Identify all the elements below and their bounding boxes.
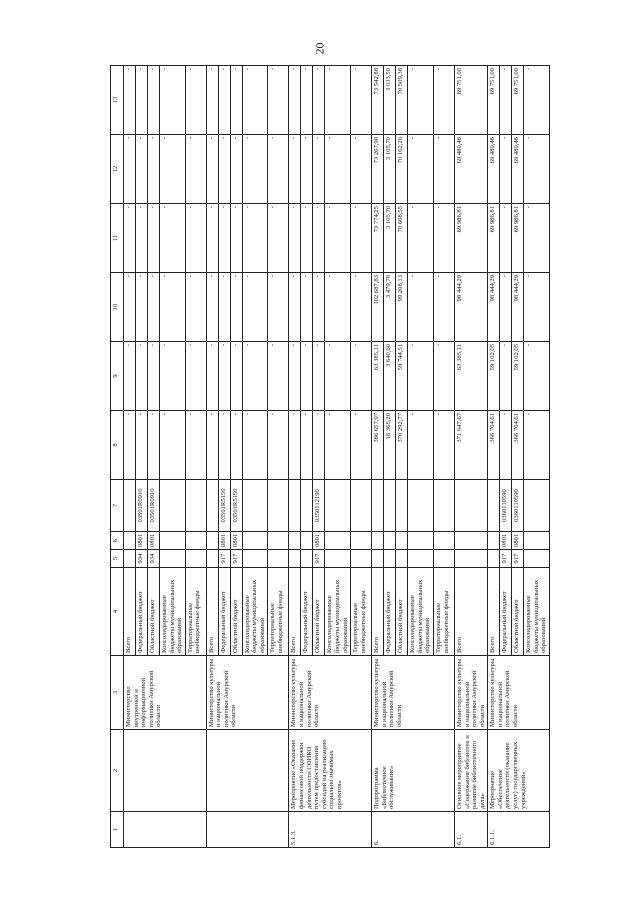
amount-v8: - xyxy=(313,411,325,480)
amount-v12: 3 105,70 xyxy=(384,135,396,204)
funding-source: Территориальные внебюджетные фонды xyxy=(268,568,289,656)
budget-code-c7 xyxy=(160,480,186,532)
amount-v12: - xyxy=(218,135,230,204)
funding-source: Всего xyxy=(124,568,136,656)
amount-v8: - xyxy=(218,411,230,480)
amount-v13: - xyxy=(148,66,160,135)
amount-v9: - xyxy=(124,342,136,411)
budget-code-c6 xyxy=(433,532,454,550)
budget-code-c7 xyxy=(268,480,289,532)
amount-v13: - xyxy=(500,66,512,135)
item-name xyxy=(206,730,289,812)
budget-code-c7: 0360110590 xyxy=(512,480,524,532)
amount-v11: - xyxy=(218,204,230,273)
amount-v9: - xyxy=(433,342,454,411)
item-code: 5.1.3. xyxy=(289,812,372,848)
budget-code-c7 xyxy=(185,480,206,532)
budget-code-c5 xyxy=(396,550,408,568)
amount-v13: - xyxy=(160,66,186,135)
amount-v9: - xyxy=(218,342,230,411)
funding-source: Территориальные внебюджетные фонды xyxy=(185,568,206,656)
item-code: 6.1.1. xyxy=(488,812,550,848)
amount-v12: - xyxy=(301,135,313,204)
amount-v12: - xyxy=(206,135,218,204)
table-row xyxy=(488,66,500,848)
amount-v13: 3 033,50 xyxy=(384,66,396,135)
amount-v11: - xyxy=(230,204,242,273)
budget-code-c6 xyxy=(408,532,434,550)
amount-v8: - xyxy=(148,411,160,480)
budget-code-c5 xyxy=(325,550,351,568)
amount-v11: - xyxy=(206,204,218,273)
funding-source: Консолидированные бюджеты муниципальных образований xyxy=(524,568,550,656)
amount-v11: 70 668,55 xyxy=(396,204,408,273)
amount-v12: - xyxy=(313,135,325,204)
column-header-12: 12 xyxy=(111,135,124,204)
budget-code-c6 xyxy=(524,532,550,550)
amount-v9: - xyxy=(289,342,301,411)
amount-v13: - xyxy=(289,66,301,135)
column-header-10: 10 xyxy=(111,273,124,342)
amount-v11: 69 986,81 xyxy=(488,204,500,273)
table-row xyxy=(124,66,136,848)
budget-code-c7 xyxy=(242,480,268,532)
budget-table xyxy=(110,65,550,848)
budget-code-c5 xyxy=(289,550,301,568)
amount-v9: - xyxy=(301,342,313,411)
budget-code-c5 xyxy=(454,550,487,568)
funding-source: Всего xyxy=(289,568,301,656)
amount-v12: - xyxy=(289,135,301,204)
amount-v12: 69 480,46 xyxy=(512,135,524,204)
amount-v11: - xyxy=(500,204,512,273)
budget-code-c7 xyxy=(488,480,500,532)
budget-code-c7 xyxy=(325,480,351,532)
amount-v12: - xyxy=(500,135,512,204)
amount-v13: - xyxy=(136,66,148,135)
amount-v10: - xyxy=(524,273,550,342)
amount-v9: - xyxy=(242,342,268,411)
page-number-text: 20 xyxy=(312,42,327,54)
budget-code-c5 xyxy=(206,550,218,568)
amount-v11: - xyxy=(301,204,313,273)
budget-code-c6 xyxy=(206,532,218,550)
item-code: 6. xyxy=(372,812,455,848)
budget-code-c5 xyxy=(408,550,434,568)
funding-source: Областной бюджет xyxy=(313,568,325,656)
amount-v13: - xyxy=(230,66,242,135)
budget-code-c6: 0801 xyxy=(148,532,160,550)
rotated-table-container xyxy=(110,66,548,848)
funding-source: Территориальные внебюджетные фонды xyxy=(433,568,454,656)
funding-source: Консолидированные бюджеты муниципальных образований xyxy=(242,568,268,656)
amount-v9: 63 385,11 xyxy=(454,342,487,411)
budget-code-c6: 0801 xyxy=(313,532,325,550)
item-executor: Министерство культуры и национальной политики Амурской области xyxy=(206,656,289,730)
column-header-8: 8 xyxy=(111,411,124,480)
amount-v13: - xyxy=(218,66,230,135)
budget-code-c6 xyxy=(160,532,186,550)
funding-source: Консолидированные бюджеты муниципальных образований xyxy=(160,568,186,656)
item-name: Мероприятие «Обеспечение деятельности (оказание услуг) государственных учреждений» xyxy=(488,730,550,812)
item-name xyxy=(124,730,207,812)
budget-code-c5 xyxy=(268,550,289,568)
budget-code-c6 xyxy=(396,532,408,550)
amount-v13: - xyxy=(524,66,550,135)
budget-code-c6 xyxy=(289,532,301,550)
budget-code-c7 xyxy=(289,480,301,532)
funding-source: Федеральный бюджет xyxy=(301,568,313,656)
amount-v12: - xyxy=(351,135,372,204)
item-code xyxy=(124,812,207,848)
amount-v10: - xyxy=(136,273,148,342)
amount-v13: - xyxy=(242,66,268,135)
column-header-4: 4 xyxy=(111,568,124,656)
amount-v13: - xyxy=(408,66,434,135)
budget-code-c6 xyxy=(242,532,268,550)
item-name: Основное мероприятие «Содержание библиотек и развитие библиотечного дела» xyxy=(454,730,487,812)
amount-v11: 69 986,81 xyxy=(454,204,487,273)
amount-v11: - xyxy=(242,204,268,273)
budget-code-c6 xyxy=(372,532,384,550)
budget-code-c7 xyxy=(433,480,454,532)
budget-code-c5: 917 xyxy=(230,550,242,568)
amount-v8: - xyxy=(160,411,186,480)
amount-v12: 69 480,46 xyxy=(454,135,487,204)
budget-code-c5 xyxy=(301,550,313,568)
amount-v8: - xyxy=(408,411,434,480)
amount-v10: 99 208,13 xyxy=(396,273,408,342)
amount-v9: - xyxy=(148,342,160,411)
amount-v12: 70 162,20 xyxy=(396,135,408,204)
amount-v11: - xyxy=(289,204,301,273)
amount-v9: - xyxy=(160,342,186,411)
item-executor: Министерство культуры и национальной политики Амурской области xyxy=(372,656,455,730)
budget-code-c7: 0350112190 xyxy=(313,480,325,532)
amount-v12: - xyxy=(148,135,160,204)
budget-code-c7: 03501R5150 xyxy=(218,480,230,532)
amount-v9: - xyxy=(185,342,206,411)
budget-code-c7 xyxy=(301,480,313,532)
budget-code-c5: 917 xyxy=(313,550,325,568)
amount-v10: - xyxy=(148,273,160,342)
budget-code-c6 xyxy=(351,532,372,550)
amount-v12: 73 267,90 xyxy=(372,135,384,204)
budget-code-c7: 03501R5150 xyxy=(230,480,242,532)
header-row xyxy=(111,66,124,848)
budget-code-c7 xyxy=(524,480,550,532)
item-executor: Министерство культуры и национальной политики Амурской области xyxy=(289,656,372,730)
funding-source: Всего xyxy=(372,568,384,656)
amount-v8: - xyxy=(136,411,148,480)
column-header-5: 5 xyxy=(111,550,124,568)
budget-code-c7 xyxy=(384,480,396,532)
funding-source: Территориальные внебюджетные фонды xyxy=(351,568,372,656)
amount-v9: - xyxy=(313,342,325,411)
table-row xyxy=(454,66,487,848)
amount-v11: 3 105,70 xyxy=(384,204,396,273)
funding-source: Областной бюджет xyxy=(148,568,160,656)
amount-v10: - xyxy=(185,273,206,342)
budget-code-c6 xyxy=(454,532,487,550)
amount-v13: - xyxy=(301,66,313,135)
budget-code-c6 xyxy=(325,532,351,550)
budget-code-c6: 0801 xyxy=(136,532,148,550)
budget-code-c5: 917 xyxy=(218,550,230,568)
budget-code-c5 xyxy=(185,550,206,568)
amount-v10: - xyxy=(124,273,136,342)
amount-v10: - xyxy=(351,273,372,342)
funding-source: Всего xyxy=(206,568,218,656)
column-header-2: 2 xyxy=(111,730,124,812)
amount-v9: 59 102,05 xyxy=(512,342,524,411)
budget-code-c7: 03501R0910 xyxy=(148,480,160,532)
amount-v13: - xyxy=(185,66,206,135)
amount-v10: - xyxy=(313,273,325,342)
amount-v10: - xyxy=(500,273,512,342)
amount-v11: 73 774,25 xyxy=(372,204,384,273)
amount-v11: - xyxy=(160,204,186,273)
amount-v10: - xyxy=(301,273,313,342)
amount-v10: - xyxy=(268,273,289,342)
budget-code-c5 xyxy=(433,550,454,568)
amount-v9: - xyxy=(524,342,550,411)
budget-code-c6 xyxy=(301,532,313,550)
amount-v9: - xyxy=(325,342,351,411)
amount-v8: - xyxy=(268,411,289,480)
table-row xyxy=(372,66,384,848)
budget-code-c5 xyxy=(124,550,136,568)
amount-v11: - xyxy=(524,204,550,273)
amount-v12: - xyxy=(408,135,434,204)
budget-code-c5: 917 xyxy=(512,550,524,568)
amount-v11: 69 986,81 xyxy=(512,204,524,273)
amount-v11: - xyxy=(268,204,289,273)
item-executor: Министерство культуры и национальной политики Амурской области xyxy=(454,656,487,730)
amount-v13: 69 751,00 xyxy=(512,66,524,135)
amount-v12: - xyxy=(160,135,186,204)
budget-code-c5 xyxy=(524,550,550,568)
amount-v13: - xyxy=(351,66,372,135)
funding-source: Федеральный бюджет xyxy=(136,568,148,656)
amount-v10: 3 479,70 xyxy=(384,273,396,342)
amount-v8: 370 292,77 xyxy=(396,411,408,480)
amount-v8: - xyxy=(124,411,136,480)
funding-source: Федеральный бюджет xyxy=(218,568,230,656)
amount-v9: - xyxy=(408,342,434,411)
budget-code-c7: 0360110590 xyxy=(500,480,512,532)
funding-source: Консолидированные бюджеты муниципальных образований xyxy=(408,568,434,656)
budget-code-c5 xyxy=(372,550,384,568)
column-header-1: 1 xyxy=(111,812,124,848)
budget-code-c6: 0801 xyxy=(218,532,230,550)
amount-v10: - xyxy=(206,273,218,342)
column-header-13: 13 xyxy=(111,66,124,135)
budget-code-c5: 917 xyxy=(500,550,512,568)
amount-v11: - xyxy=(136,204,148,273)
amount-v10: - xyxy=(230,273,242,342)
amount-v12: - xyxy=(136,135,148,204)
budget-code-c6 xyxy=(268,532,289,550)
amount-v9: 59 102,05 xyxy=(488,342,500,411)
budget-code-c7: 03501R0910 xyxy=(136,480,148,532)
amount-v10: 98 444,29 xyxy=(512,273,524,342)
budget-code-c6: 0801 xyxy=(512,532,524,550)
amount-v9: - xyxy=(268,342,289,411)
amount-v13: - xyxy=(313,66,325,135)
funding-source: Всего xyxy=(454,568,487,656)
funding-source: Всего xyxy=(488,568,500,656)
amount-v8: - xyxy=(242,411,268,480)
amount-v11: - xyxy=(325,204,351,273)
amount-v9: 63 385,11 xyxy=(372,342,384,411)
amount-v12: - xyxy=(230,135,242,204)
budget-code-c6: 0801 xyxy=(230,532,242,550)
amount-v10: 98 444,29 xyxy=(488,273,500,342)
amount-v8: - xyxy=(206,411,218,480)
amount-v8: - xyxy=(524,411,550,480)
amount-v13: - xyxy=(325,66,351,135)
budget-code-c6 xyxy=(124,532,136,550)
budget-code-c7 xyxy=(372,480,384,532)
table-body xyxy=(124,66,550,848)
amount-v8: - xyxy=(301,411,313,480)
amount-v8: 16 365,20 xyxy=(384,411,396,480)
amount-v9: 59 744,51 xyxy=(396,342,408,411)
funding-source: Федеральный бюджет xyxy=(384,568,396,656)
amount-v8: 366 764,61 xyxy=(488,411,500,480)
budget-code-c5: 934 xyxy=(136,550,148,568)
amount-v9: - xyxy=(206,342,218,411)
funding-source: Консолидированные бюджеты муниципальных образований xyxy=(325,568,351,656)
amount-v13: 70 509,38 xyxy=(396,66,408,135)
budget-code-c5: 934 xyxy=(148,550,160,568)
amount-v13: - xyxy=(433,66,454,135)
amount-v10: - xyxy=(218,273,230,342)
amount-v10: - xyxy=(242,273,268,342)
amount-v9: - xyxy=(136,342,148,411)
amount-v9: 3 640,60 xyxy=(384,342,396,411)
amount-v8: - xyxy=(500,411,512,480)
amount-v11: - xyxy=(408,204,434,273)
amount-v9: - xyxy=(230,342,242,411)
amount-v10: 102 687,83 xyxy=(372,273,384,342)
amount-v8: 371 047,67 xyxy=(454,411,487,480)
amount-v11: - xyxy=(124,204,136,273)
amount-v12: - xyxy=(124,135,136,204)
amount-v10: - xyxy=(408,273,434,342)
amount-v8: 386 657,97 xyxy=(372,411,384,480)
amount-v13: 69 751,00 xyxy=(488,66,500,135)
item-executor: Министерство культуры и национальной политики Амурской области xyxy=(488,656,550,730)
budget-code-c5 xyxy=(488,550,500,568)
column-header-3: 3 xyxy=(111,656,124,730)
column-header-9: 9 xyxy=(111,342,124,411)
amount-v11: - xyxy=(148,204,160,273)
amount-v11: - xyxy=(433,204,454,273)
item-code xyxy=(206,812,289,848)
amount-v12: - xyxy=(242,135,268,204)
amount-v10: - xyxy=(433,273,454,342)
item-name: Мероприятие «Оказание финансовой поддержки деятельности СОНКО путем предоставления субсидий на реализацию социально значимых проектов» xyxy=(289,730,372,812)
budget-code-c7 xyxy=(454,480,487,532)
budget-code-c5 xyxy=(242,550,268,568)
amount-v13: - xyxy=(206,66,218,135)
amount-v12: - xyxy=(185,135,206,204)
amount-v8: - xyxy=(289,411,301,480)
funding-source: Областной бюджет xyxy=(512,568,524,656)
amount-v12: - xyxy=(325,135,351,204)
amount-v11: - xyxy=(185,204,206,273)
amount-v11: - xyxy=(351,204,372,273)
amount-v9: - xyxy=(351,342,372,411)
table-row xyxy=(289,66,301,848)
table-header xyxy=(111,66,124,848)
amount-v11: - xyxy=(313,204,325,273)
amount-v13: 69 751,00 xyxy=(454,66,487,135)
budget-code-c6 xyxy=(384,532,396,550)
amount-v10: - xyxy=(160,273,186,342)
budget-code-c7 xyxy=(124,480,136,532)
item-code: 6.1. xyxy=(454,812,487,848)
budget-code-c7 xyxy=(408,480,434,532)
item-executor: Министерство внутренней и информационной политики Амурской области xyxy=(124,656,207,730)
page-number xyxy=(310,28,330,68)
amount-v10: 98 444,29 xyxy=(454,273,487,342)
column-header-11: 11 xyxy=(111,204,124,273)
amount-v13: 73 542,88 xyxy=(372,66,384,135)
column-header-7: 7 xyxy=(111,480,124,532)
budget-code-c7 xyxy=(206,480,218,532)
budget-code-c5 xyxy=(384,550,396,568)
amount-v8: - xyxy=(325,411,351,480)
budget-code-c5 xyxy=(351,550,372,568)
document-page xyxy=(110,66,548,848)
amount-v8: - xyxy=(433,411,454,480)
budget-code-c6 xyxy=(185,532,206,550)
amount-v12: - xyxy=(524,135,550,204)
column-header-6: 6 xyxy=(111,532,124,550)
amount-v8: - xyxy=(351,411,372,480)
item-name: Подпрограмма «Библиотечное обслуживание» xyxy=(372,730,455,812)
budget-code-c5 xyxy=(160,550,186,568)
amount-v13: - xyxy=(124,66,136,135)
budget-code-c7 xyxy=(396,480,408,532)
amount-v12: - xyxy=(433,135,454,204)
amount-v10: - xyxy=(325,273,351,342)
budget-code-c6: 0801 xyxy=(500,532,512,550)
amount-v8: - xyxy=(185,411,206,480)
amount-v9: - xyxy=(500,342,512,411)
table-row xyxy=(206,66,218,848)
budget-code-c7 xyxy=(351,480,372,532)
budget-code-c6 xyxy=(488,532,500,550)
funding-source: Областной бюджет xyxy=(396,568,408,656)
amount-v8: - xyxy=(230,411,242,480)
amount-v12: - xyxy=(268,135,289,204)
amount-v13: - xyxy=(268,66,289,135)
funding-source: Областной бюджет xyxy=(230,568,242,656)
amount-v12: 69 480,46 xyxy=(488,135,500,204)
amount-v8: 366 764,61 xyxy=(512,411,524,480)
amount-v10: - xyxy=(289,273,301,342)
funding-source: Федеральный бюджет xyxy=(500,568,512,656)
